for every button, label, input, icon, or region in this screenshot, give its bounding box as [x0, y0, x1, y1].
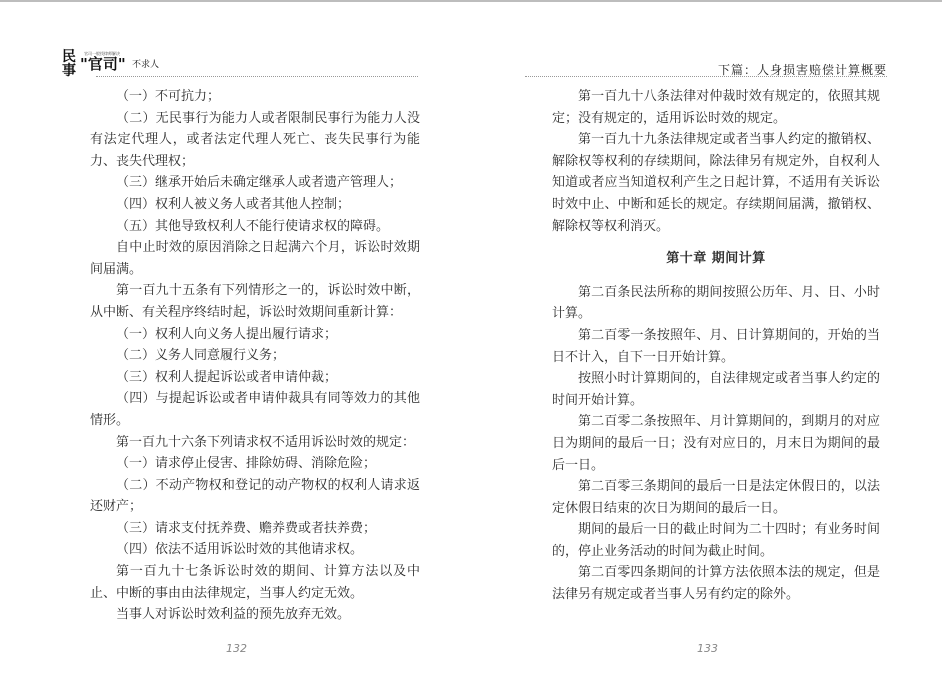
logo-guansi: "官司": [80, 55, 126, 73]
paragraph: （三）继承开始后未确定继承人或者遗产管理人；: [116, 175, 403, 191]
right-page-body: [552, 86, 880, 606]
paragraph: （三）请求支付抚养费、赡养费或者扶养费；: [116, 520, 377, 536]
paragraph: （二）义务人同意履行义务；: [116, 348, 286, 364]
logo-buqiu: 不求人: [132, 60, 160, 70]
paragraph: 第二百零一条按照年、月、日计算期间的，开始的当日不计入，自下一日开始计算。: [552, 327, 880, 365]
paragraph: 第一百九十六条下列请求权不适用诉讼时效的规定：: [116, 434, 416, 450]
paragraph: （一）权利人向义务人提出履行请求；: [116, 326, 338, 342]
paragraph: （四）与提起诉讼或者申请仲裁具有同等效力的其他情形。: [90, 391, 420, 428]
paragraph: 第二百条民法所称的期间按照公历年、月、日、小时计算。: [552, 284, 880, 322]
paragraph: 当事人对诉讼时效利益的预先放弃无效。: [116, 607, 351, 623]
paragraph: （五）其他导致权利人不能行使请求权的障碍。: [116, 218, 390, 234]
page-number-right: 133: [697, 642, 718, 655]
paragraph: （二）无民事行为能力人或者限制民事行为能力人没有法定代理人，或者法定代理人死亡、丧失民事行为能力、丧失代理权；: [90, 110, 420, 169]
right-page: [471, 0, 942, 674]
paragraph: 第二百零四条期间的计算方法依照本法的规定，但是法律另有规定或者当事人另有约定的除外。: [552, 565, 880, 603]
page-number-left: 132: [226, 642, 247, 655]
header-rule: [96, 76, 418, 77]
paragraph: （一）请求停止侵害、排除妨碍、消除危险；: [116, 456, 377, 472]
paragraph: （三）权利人提起诉讼或者申请仲裁；: [116, 369, 338, 385]
paragraph: 第二百零二条按照年、月计算期间的，到期月的对应日为期间的最后一日；没有对应日的，月末日为期间的最后一日。: [552, 414, 880, 473]
logo-char-min: 民: [62, 49, 76, 65]
paragraphs-after-chapter: [552, 282, 880, 606]
paragraph: （一）不可抗力；: [116, 89, 221, 104]
paragraphs-before-chapter: [552, 86, 880, 237]
paragraph: 第一百九十五条有下列情形之一的，诉讼时效中断，从中断、有关程序终结时起，诉讼时效期间重新计算：: [90, 283, 420, 320]
paragraph: （四）依法不适用诉讼时效的其他请求权。: [116, 542, 364, 558]
chapter-title: 第十章 期间计算: [666, 251, 766, 267]
paragraph: （四）权利人被义务人或者其他人控制；: [116, 196, 351, 212]
paragraph: 第一百九十七条诉讼时效的期间、计算方法以及中止、中断的事由由法律规定，当事人约定无效。: [90, 564, 420, 601]
paragraph: 自中止时效的原因消除之日起满六个月，诉讼时效期间届满。: [90, 240, 420, 277]
running-header-title: 下篇：人身损害赔偿计算概要: [717, 63, 887, 77]
paragraph: 第二百零三条期间的最后一日是法定休假日的，以法定休假日结束的次日为期间的最后一日。: [552, 479, 880, 516]
left-page-body: [90, 86, 420, 626]
logo-small-text: 官司一般找律师解决: [84, 51, 120, 56]
paragraph: 按照小时计算期间的，自法律规定或者当事人约定的时间开始计算。: [552, 371, 880, 408]
paragraph: 第一百九十九条法律规定或者当事人约定的撤销权、解除权等权利的存续期间，除法律另有规定外，自权利人知道或者应当知道权利产生之日起计算，不适用有关诉讼时效中止、中断和延长的规定。存续期间届满，撤销权、解除权等权利消灭。: [552, 132, 880, 234]
logo-char-shi: 事: [62, 63, 76, 79]
paragraph: （二）不动产物权和登记的动产物权的权利人请求返还财产；: [90, 477, 420, 515]
paragraph: 第一百九十八条法律对仲裁时效有规定的，依照其规定；没有规定的，适用诉讼时效的规定。: [552, 89, 880, 126]
paragraph: 期间的最后一日的截止时间为二十四时；有业务时间的，停止业务活动的时间为截止时间。: [552, 522, 880, 559]
